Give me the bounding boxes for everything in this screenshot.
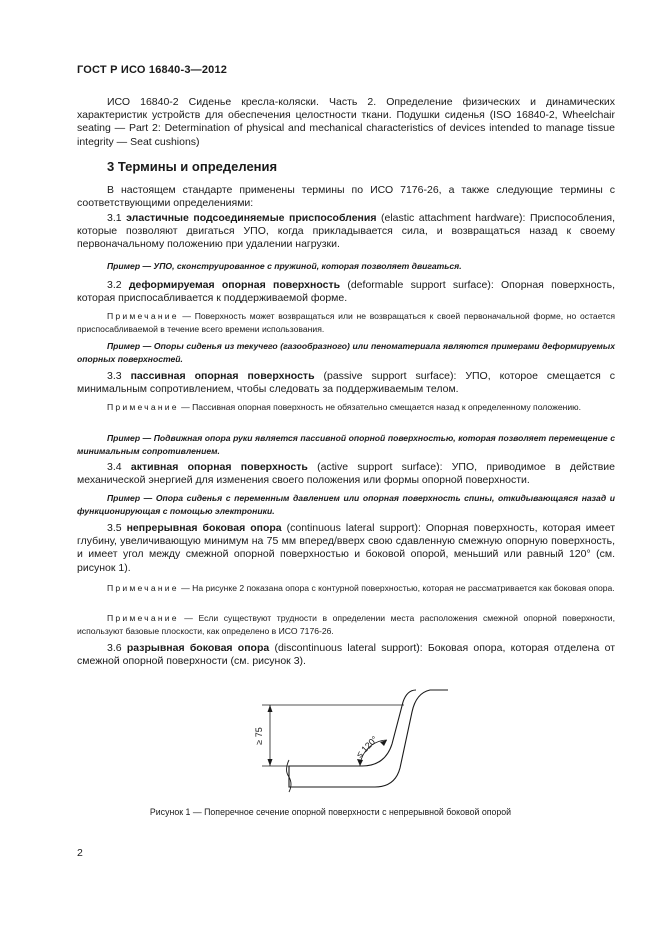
page-number: 2	[77, 847, 83, 859]
example-1: Пример — УПО, сконструированное с пружиной, которая позволяет двигаться.	[107, 261, 462, 271]
term-number: 3.4	[107, 461, 131, 473]
example-4: Пример — Опора сиденья с переменным давлением или опорная поверхность спины, откидывающаяся назад и функционирующая с помощью электроники.	[77, 493, 615, 516]
term-number: 3.6	[107, 642, 127, 654]
term-definition: (elastic attachment hardware): Приспособления, которые позволяют двигаться УПО, когда прикладывается сила, и возвращаться назад к своему первоначальному положению при удалении нагрузки.	[77, 212, 616, 251]
term-definition: (passive support surface): УПО, которое смещается с минимальным сопротивлением, чтобы следовать за поддерживаемым телом.	[77, 370, 616, 396]
example-2: Пример — Опоры сиденья из текучего (газообразного) или пеноматериала являются примерами деформируемых опорных поверхностей.	[77, 341, 615, 364]
angle-arrow-left	[357, 759, 363, 766]
section-lead: В настоящем стандарте применены термины по ИСО 7176-26, а также следующие термины с соответствующими определениями:	[77, 184, 615, 210]
example-3: Пример — Подвижная опора руки является пассивной опорной поверхностью, которая позволяет перемещение с минимальным сопротивлением.	[77, 433, 615, 456]
term-name: непрерывная боковая опора	[126, 522, 282, 534]
term-name: разрывная боковая опора	[126, 642, 270, 654]
section-title: 3 Термины и определения	[107, 159, 278, 174]
dimension-arrow-top	[268, 705, 273, 712]
term-name: пассивная опорная поверхность	[130, 370, 315, 382]
note-text: — Поверхность может возвращаться или не возвращаться к своей первоначальной форме, но остается приспосабливаемой в течение всего времени использования.	[77, 311, 615, 334]
dimension-label: ≥ 75	[254, 727, 264, 745]
term-name: деформируемая опорная поверхность	[128, 279, 341, 291]
term-number: 3.5	[107, 522, 127, 534]
term-definition: (deformable support surface): Опорная поверхность, которая приспосабливается к поддерживаемой форме.	[77, 279, 616, 305]
term-definition: (continuous lateral support): Опорная поверхность, которая имеет глубину, увеличивающую минимум на 75 мм вперед/вверх свою сдавленную смежную опорную поверхность, и имеет угол между смежной опорной поверхностью и боковой опорой, меньший или равный 120° (см. рисунок 1).	[77, 522, 616, 574]
term-number: 3.1	[107, 212, 127, 224]
normative-reference: ИСО 16840-2 Сиденье кресла-коляски. Часть 2. Определение физических и динамических характеристик устройств для обеспечения целостности ткани. Подушки сиденья (ISO 16840-2, Wheelchair seating — Part 2: Determination of physical and mechanical characteristics of devices intended to manage tissue integrity — Seat cushions)	[77, 96, 615, 148]
note-label: Примечание	[107, 311, 179, 321]
dimension-arrow-bottom	[268, 759, 273, 766]
note-label: Примечание	[107, 613, 179, 623]
figure-caption: Рисунок 1 — Поперечное сечение опорной поверхности с непрерывной боковой опорой	[149, 807, 512, 817]
note-label: Примечание	[107, 402, 179, 412]
term-name: эластичные подсоединяемые приспособления	[126, 212, 377, 224]
note-text: — На рисунке 2 показана опора с контурной поверхностью, которая не рассматривается как боковая опора.	[178, 583, 615, 593]
term-definition: (discontinuous lateral support): Боковая опора, которая отделена от смежной опорной поверхности (см. рисунок 3).	[77, 642, 616, 668]
note-label: Примечание	[107, 583, 179, 593]
term-number: 3.2	[107, 279, 129, 291]
note-text: — Пассивная опорная поверхность не обязательно смещается назад к определенному положению.	[178, 402, 582, 412]
term-name: активная опорная поверхность	[130, 461, 308, 473]
term-number: 3.3	[107, 370, 131, 382]
document-header: ГОСТ Р ИСО 16840-3—2012	[77, 64, 228, 76]
term-definition: (active support surface): УПО, приводимое в действие механической энергией для изменения своего положения или формы опорной поверхности.	[77, 461, 615, 487]
angle-label: ≤ 120°	[354, 734, 380, 760]
note-text: — Если существуют трудности в определении места расположения смежной опорной поверхности, используют базовые плоскости, как определено в ИСО 7176-26.	[77, 613, 615, 636]
inner-profile-line	[289, 690, 416, 766]
